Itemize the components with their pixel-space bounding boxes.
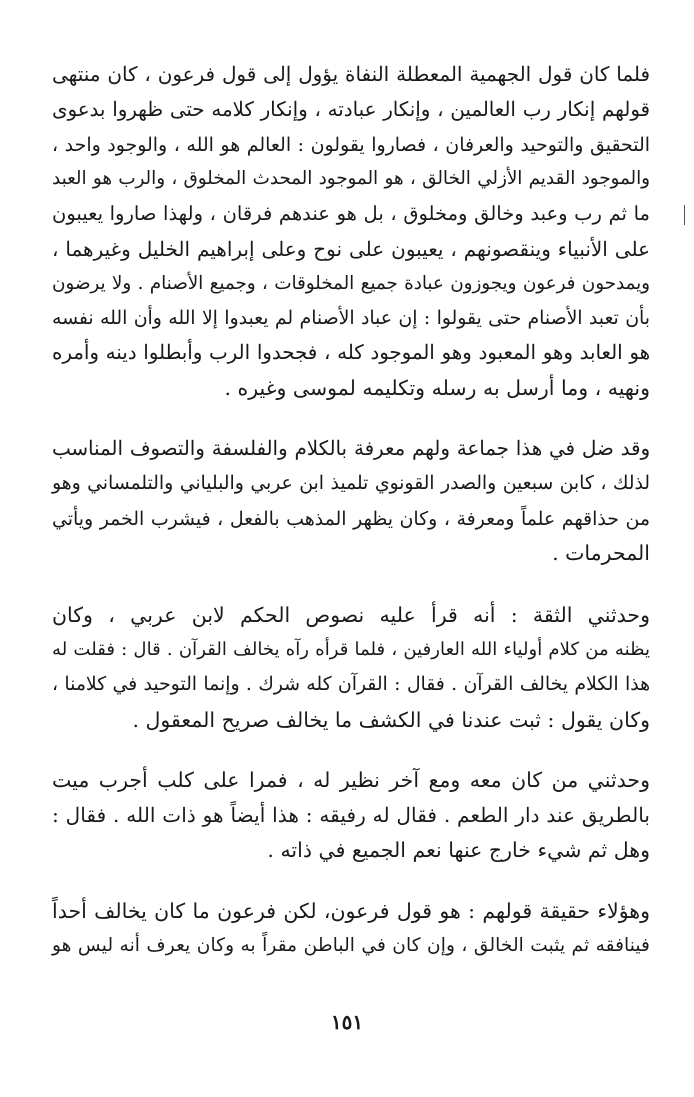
margin-mark [684,205,685,225]
page-body [52,58,650,963]
text-line: على الأنبياء وينقصونهم ، يعيبون على نوح وعلى إبراهيم الخليل وغيرهما ، [52,236,650,261]
text-line: وهل ثم شيء خارج عنها نعم الجميع في ذاته . [267,837,650,862]
text-line: ما ثم رب وعبد وخالق ومخلوق ، بل هو عندهم فرقان ، ولهذا صاروا يعيبون [52,202,650,226]
text-line: وحدثني الثقة : أنه قرأ عليه نصوص الحكم لابن عربي ، وكان [52,603,650,628]
text-line: بالطريق عند دار الطعم . فقال له رفيقه : هذا أيضاً هو ذات الله . فقال : [52,803,650,828]
text-line: فلما كان قول الجهمية المعطلة النفاة يؤول إلى قول فرعون ، كان منتهى [52,63,650,86]
paragraph-1 [52,58,650,406]
text-line: وحدثني من كان معه ومع آخر نظير له ، فمرا على كلب أجرب ميت [52,768,650,793]
paragraph-4 [52,763,650,867]
text-line: من حذاقهم علماً ومعرفة ، وكان يظهر المذهب بالفعل ، فيشرب الخمر ويأتي [52,507,650,530]
page-number: ١٥١ [330,1010,364,1034]
text-line: يظنه من كلام أولياء الله العارفين ، فلما قرأه رآه يخالف القرآن . قال : فقلت له [52,638,650,660]
text-line: ونهيه ، وما أرسل به رسله وتكليمه لموسى وغيره . [224,376,650,401]
text-line: هذا الكلام يخالف القرآن . فقال : القرآن كله شرك . وإنما التوحيد في كلامنا ، [52,673,650,695]
text-line: وهؤلاء حقيقة قولهم : هو قول فرعون، لكن فرعون ما كان يخالف أحداً [52,898,650,923]
text-line: بأن تعبد الأصنام حتى يقولوا : إن عباد الأصنام لم يعبدوا إلا الله وأن الله نفسه [52,307,650,329]
text-line: فينافقه ثم يثبت الخالق ، وإن كان في الباطن مقراً به وكان يعرف أنه ليس هو [52,934,650,956]
text-line: المحرمات . [552,541,650,566]
text-line: والموجود القديم الأزلي الخالق ، هو الموجود المحدث المخلوق ، والرب هو العبد [52,168,650,190]
text-line: وكان يقول : ثبت عندنا في الكشف ما يخالف صريح المعقول . [132,707,650,732]
text-line: التحقيق والتوحيد والعرفان ، فصاروا يقولون : العالم هو الله ، والوجود واحد ، [52,133,650,156]
text-line: هو العابد وهو المعبود وهو الموجود كله ، فجحدوا الرب وأبطلوا دينه وأمره [52,341,650,365]
paragraph-3 [52,598,650,737]
paragraph-2 [52,432,650,571]
text-line: وقد ضل في هذا جماعة ولهم معرفة بالكلام والفلسفة والتصوف المناسب [52,436,650,460]
text-line: ويمدحون فرعون ويجوزون عبادة جميع المخلوقات ، وجميع الأصنام . ولا يرضون [52,272,650,294]
text-line: لذلك ، كابن سبعين والصدر القونوي تلميذ ابن عربي والبلياني والتلمساني وهو [52,472,650,494]
text-line: قولهم إنكار رب العالمين ، وإنكار عبادته ، وإنكار كلامه حتى ظهروا بدعوى [52,97,650,121]
paragraph-5 [52,894,650,964]
